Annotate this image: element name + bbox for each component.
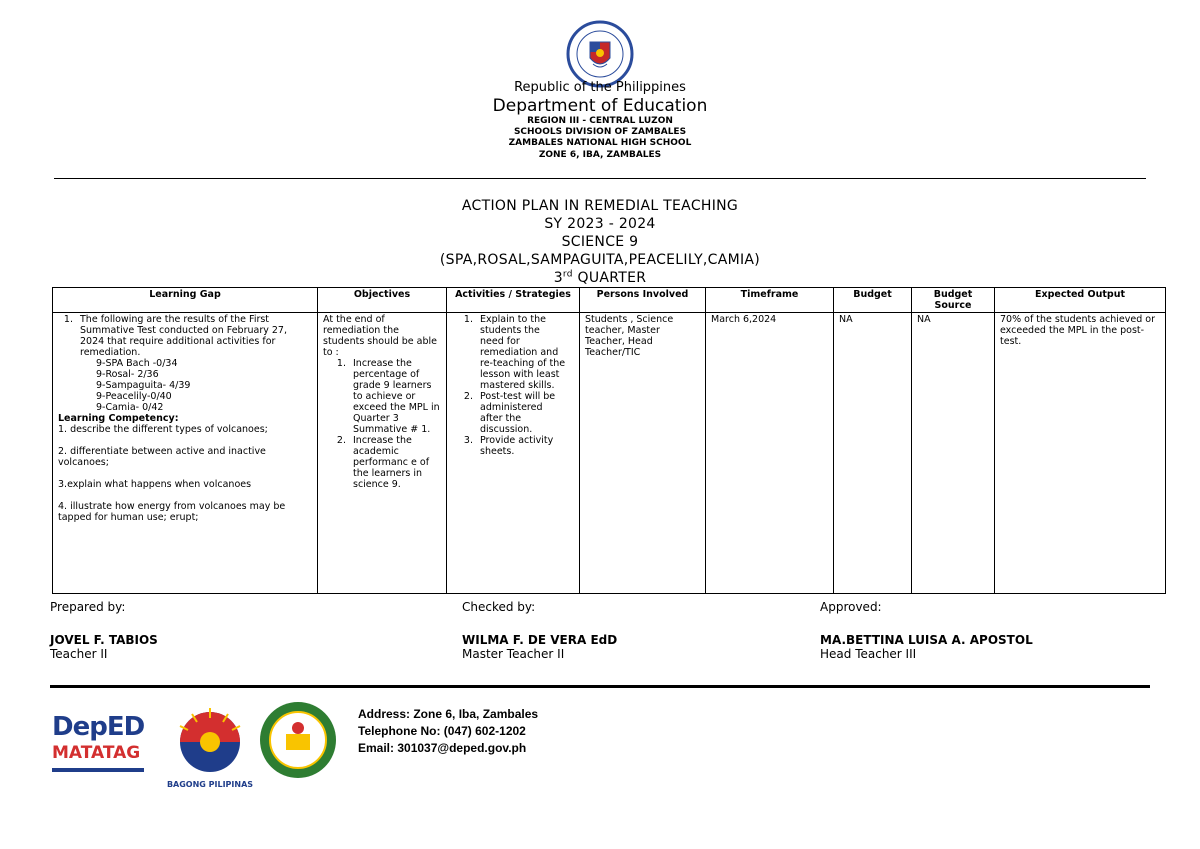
table-header-row bbox=[53, 288, 1166, 313]
footer-email: Email: 301037@deped.gov.ph bbox=[358, 741, 527, 755]
approved-title: Head Teacher III bbox=[820, 647, 917, 661]
col-header-budget: Budget bbox=[834, 288, 912, 313]
approved-name: MA.BETTINA LUISA A. APOSTOL bbox=[820, 633, 1033, 647]
school-address-line: ZONE 6, IBA, ZAMBALES bbox=[538, 150, 662, 160]
activities-cell bbox=[447, 313, 580, 594]
col-header-timeframe: Timeframe bbox=[706, 288, 834, 313]
footer-address: Address: Zone 6, Iba, Zambales bbox=[358, 707, 539, 721]
timeframe-cell: March 6,2024 bbox=[706, 313, 834, 594]
deped-seal-logo bbox=[566, 20, 634, 88]
table-row bbox=[53, 313, 1166, 594]
checked-name: WILMA F. DE VERA EdD bbox=[462, 633, 618, 647]
deped-logo-text: DepED bbox=[52, 712, 145, 742]
checked-title: Master Teacher II bbox=[462, 647, 565, 661]
division-line: SCHOOLS DIVISION OF ZAMBALES bbox=[513, 127, 687, 137]
result-item: 9-Rosal- 2/36 bbox=[96, 369, 159, 380]
col-header-budget-source: Budget Source bbox=[912, 288, 995, 313]
quarter: 3rd QUARTER bbox=[553, 269, 647, 286]
result-item: 9-Peacelily-0/40 bbox=[96, 391, 172, 402]
activity-item: 1. Explain to the students the need for remediation and re-teaching of the lesson with least mastered skills. bbox=[476, 314, 566, 391]
doc-title: ACTION PLAN IN REMEDIAL TEACHING bbox=[461, 198, 739, 214]
competency-item: 1. describe the different types of volcanoes; bbox=[58, 424, 268, 435]
deped-matatag-logo bbox=[52, 712, 152, 792]
activity-item: 3. Provide activity sheets. bbox=[476, 435, 566, 457]
matatag-logo-text: MATATAG bbox=[52, 743, 141, 763]
persons-cell: Students , Science teacher, Master Teacher, Head Teacher/TIC bbox=[580, 313, 706, 594]
approved-label: Approved: bbox=[820, 600, 882, 614]
result-item: 9-Camia- 0/42 bbox=[96, 402, 164, 413]
col-header-persons: Persons Involved bbox=[580, 288, 706, 313]
school-line: ZAMBALES NATIONAL HIGH SCHOOL bbox=[508, 138, 692, 148]
result-item: 9-Sampaguita- 4/39 bbox=[96, 380, 191, 391]
expected-output-cell: 70% of the students achieved or exceeded the MPL in the post-test. bbox=[995, 313, 1166, 594]
school-seal-logo bbox=[258, 700, 338, 780]
objectives-cell bbox=[318, 313, 447, 594]
col-header-expected-output: Expected Output bbox=[995, 288, 1166, 313]
footer-divider bbox=[50, 685, 1150, 688]
budget-source-cell: NA bbox=[912, 313, 995, 594]
result-item: 9-SPA Bach -0/34 bbox=[96, 358, 178, 369]
bagong-pilipinas-logo bbox=[162, 702, 258, 794]
sections: (SPA,ROSAL,SAMPAGUITA,PEACELILY,CAMIA) bbox=[439, 252, 761, 268]
col-header-objectives: Objectives bbox=[318, 288, 447, 313]
competency-item: 4. illustrate how energy from volcanoes may be tapped for human use; erupt; bbox=[58, 501, 286, 523]
bagong-pilipinas-text: BAGONG PILIPINAS bbox=[166, 780, 254, 789]
department-line: Department of Education bbox=[492, 96, 708, 116]
checked-block bbox=[462, 600, 617, 661]
learning-gap-intro: 1. The following are the results of the First Summative Test conducted on February 27, 2024 that require additional activities for remediation. bbox=[76, 314, 312, 358]
objective-item: 1. Increase the percentage of grade 9 learners to achieve or exceed the MPL in Quarter 3 Summative # 1. bbox=[349, 358, 441, 435]
prepared-label: Prepared by: bbox=[50, 600, 126, 614]
action-plan-table bbox=[52, 287, 1166, 594]
activity-item: 2. Post-test will be administered after the discussion. bbox=[476, 391, 566, 435]
subject: SCIENCE 9 bbox=[561, 234, 639, 250]
competency-item: 3.explain what happens when volcanoes bbox=[58, 479, 252, 490]
footer-contact bbox=[358, 706, 538, 757]
objective-item: 2. Increase the academic performanc e of the learners in science 9. bbox=[349, 435, 441, 490]
approved-block bbox=[820, 600, 1033, 661]
competency-item: 2. differentiate between active and inactive volcanoes; bbox=[58, 446, 266, 468]
region-line: REGION III - CENTRAL LUZON bbox=[527, 116, 673, 126]
header-divider bbox=[54, 178, 1146, 179]
footer-telephone: Telephone No: (047) 602-1202 bbox=[358, 724, 526, 738]
school-year: SY 2023 - 2024 bbox=[544, 216, 656, 232]
col-header-activities: Activities / Strategies bbox=[447, 288, 580, 313]
republic-line: Republic of the Philippines bbox=[514, 80, 686, 95]
checked-label: Checked by: bbox=[462, 600, 536, 614]
objectives-intro: At the end of remediation the students should be able to : bbox=[323, 314, 438, 358]
col-header-learning-gap: Learning Gap bbox=[53, 288, 318, 313]
prepared-name: JOVEL F. TABIOS bbox=[50, 633, 158, 647]
budget-cell: NA bbox=[834, 313, 912, 594]
prepared-block bbox=[50, 600, 158, 661]
learning-gap-cell bbox=[53, 313, 318, 594]
competency-label: Learning Competency: bbox=[58, 413, 179, 424]
prepared-title: Teacher II bbox=[50, 647, 108, 661]
